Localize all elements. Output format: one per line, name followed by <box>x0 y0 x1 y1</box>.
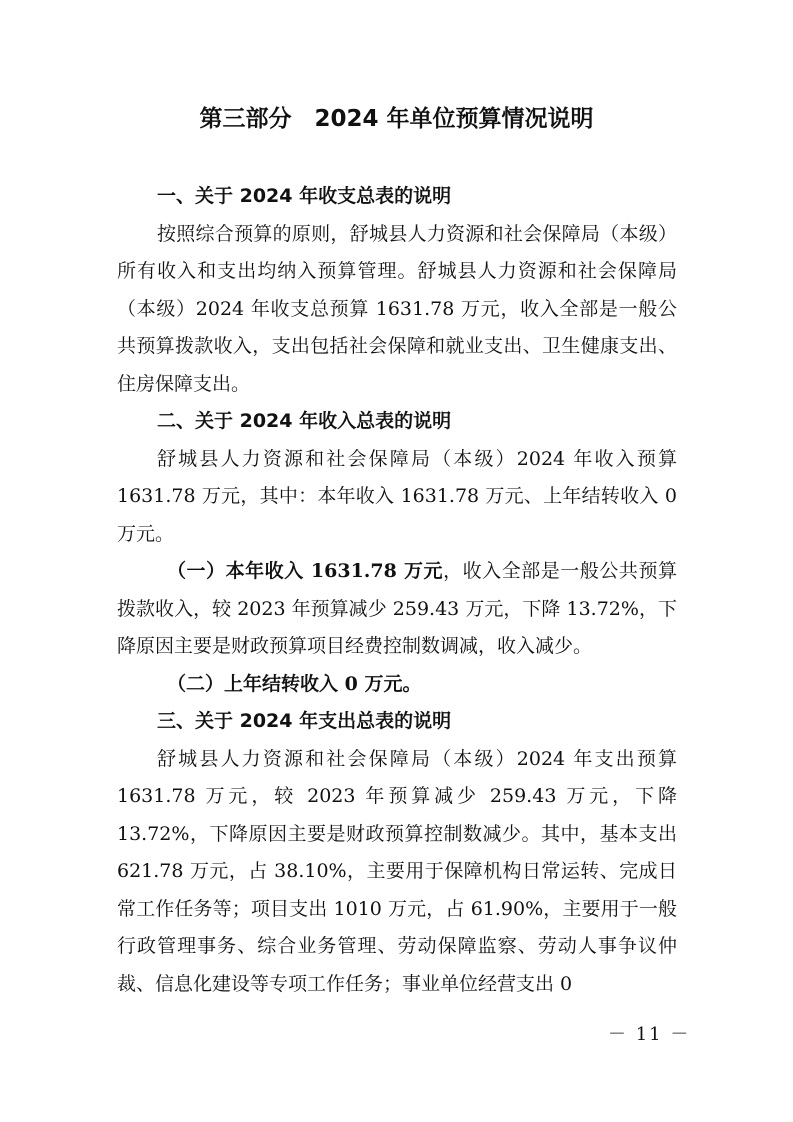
section-heading-1: 一、关于 2024 年收支总表的说明 <box>157 185 452 207</box>
section-2-paragraph: 舒城县人力资源和社会保障局（本级）2024 年收入预算 1631.78 万元，其中：本年收入 1631.78 万元、上年结转收入 0 万元。 <box>117 447 677 545</box>
page-title: 第三部分 2024 年单位预算情况说明 <box>199 106 594 132</box>
subsection-current-year-income <box>117 553 677 666</box>
document-body <box>117 178 677 1003</box>
section-heading-2: 二、关于 2024 年收入总表的说明 <box>157 410 452 432</box>
section-3-paragraph: 舒城县人力资源和社会保障局（本级）2024 年支出预算 1631.78 万元，较 2023 年预算减少 259.43 万元，下降 13.72%，下降原因主要是财政预算控制数减少。其中，基本支出 621.78 万元，占 38.10%，主要用于保障机构日常运转、完成日常工作任务等；项目支出 1010 万元，占 61.90%，主要用于一般行政管理事务、综合业务管理、劳动保障监察、劳动人事争议仲裁、信息化建设等专项工作任务；事业单位经营支出 0 <box>117 747 677 995</box>
page-number: － 11 － <box>608 1024 691 1045</box>
subsection-carryover-income: （二）上年结转收入 0 万元。 <box>167 672 422 695</box>
subsection-current-year-income-title: （一）本年收入 1631.78 万元 <box>167 560 444 582</box>
section-heading-3: 三、关于 2024 年支出总表的说明 <box>157 710 452 732</box>
subsection-current-year-income-text: ，收入全部是一般公共预算拨款收入，较 2023 年预算减少 259.43 万元，下降 13.72%，下降原因主要是财政预算项目经费控制数调减，收入减少。 <box>117 560 677 657</box>
section-1-paragraph: 按照综合预算的原则，舒城县人力资源和社会保障局（本级）所有收入和支出均纳入预算管理。舒城县人力资源和社会保障局（本级）2024 年收支总预算 1631.78 万元，收入全部是一般公共预算拨款收入，支出包括社会保障和就业支出、卫生健康支出、住房保障支出。 <box>117 222 677 395</box>
